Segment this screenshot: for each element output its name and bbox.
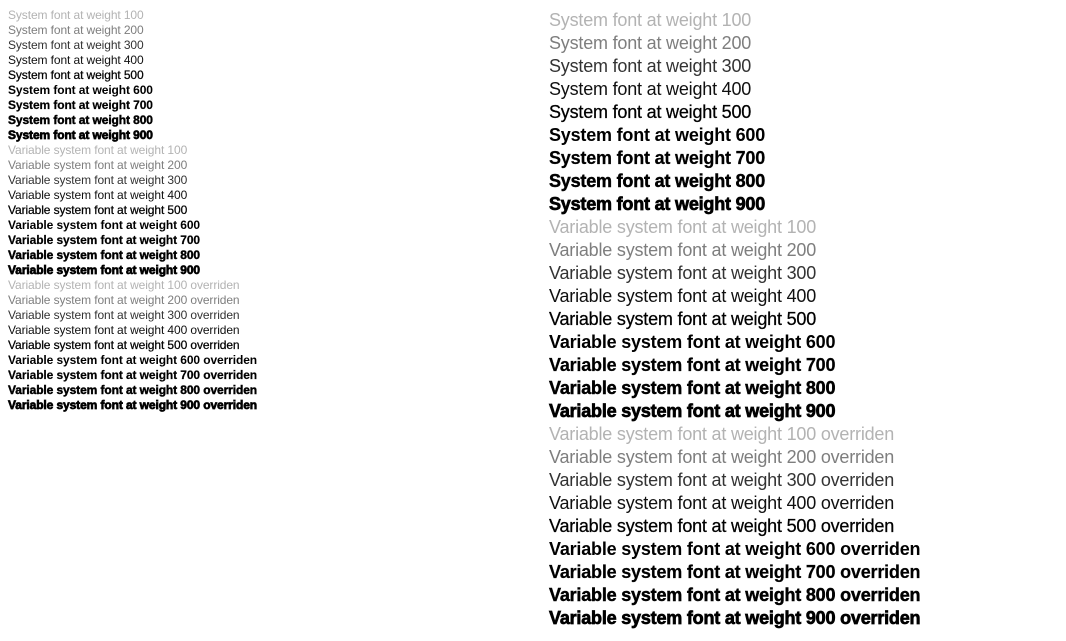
specimen-line: Variable system font at weight 700 overriden [8,368,258,382]
specimen-line: Variable system font at weight 500 overriden [8,338,240,352]
specimen-line: Variable system font at weight 900 overriden [549,608,921,628]
specimen-line: Variable system font at weight 100 [8,143,188,157]
specimen-line: Variable system font at weight 400 overriden [8,323,240,337]
specimen-line: System font at weight 600 [8,83,153,97]
specimen-line: Variable system font at weight 500 [8,203,188,217]
specimen-line: Variable system font at weight 200 overriden [8,293,240,307]
font-specimen-column-large [549,9,920,630]
specimen-line: Variable system font at weight 800 [549,378,836,398]
specimen-line: Variable system font at weight 200 [549,240,817,260]
specimen-line: Variable system font at weight 400 overriden [549,493,895,513]
specimen-line: Variable system font at weight 800 overriden [8,383,258,397]
specimen-line: System font at weight 300 [549,56,752,76]
specimen-line: Variable system font at weight 400 [549,286,817,306]
specimen-line: System font at weight 900 [8,128,153,142]
specimen-line: Variable system font at weight 600 overriden [8,353,258,367]
specimen-line: Variable system font at weight 400 [8,188,188,202]
specimen-line: System font at weight 900 [549,194,766,214]
specimen-line: Variable system font at weight 700 [549,355,836,375]
specimen-line: Variable system font at weight 100 overriden [8,278,240,292]
specimen-line: Variable system font at weight 300 overriden [8,308,240,322]
specimen-line: Variable system font at weight 100 overriden [549,424,895,444]
specimen-line: System font at weight 400 [549,79,752,99]
specimen-line: Variable system font at weight 200 [8,158,188,172]
specimen-line: System font at weight 400 [8,53,144,67]
specimen-line: System font at weight 800 [549,171,766,191]
specimen-line: System font at weight 300 [8,38,144,52]
specimen-line: Variable system font at weight 500 overriden [549,516,895,536]
specimen-line: Variable system font at weight 300 overriden [549,470,895,490]
font-specimen-column-small [8,8,257,413]
specimen-line: Variable system font at weight 700 [8,233,201,247]
specimen-line: Variable system font at weight 600 [549,332,836,352]
specimen-line: Variable system font at weight 900 [549,401,836,421]
specimen-line: Variable system font at weight 100 [549,217,817,237]
specimen-line: System font at weight 700 [549,148,766,168]
specimen-line: System font at weight 200 [8,23,144,37]
specimen-line: System font at weight 500 [8,68,144,82]
specimen-line: Variable system font at weight 700 overriden [549,562,921,582]
specimen-line: System font at weight 100 [8,8,144,22]
specimen-line: Variable system font at weight 300 [8,173,188,187]
specimen-line: Variable system font at weight 600 [8,218,201,232]
specimen-line: Variable system font at weight 800 [8,248,201,262]
specimen-line: Variable system font at weight 900 overriden [8,398,258,412]
specimen-line: Variable system font at weight 600 overriden [549,539,921,559]
specimen-line: System font at weight 700 [8,98,153,112]
specimen-line: System font at weight 100 [549,10,752,30]
specimen-line: System font at weight 600 [549,125,766,145]
specimen-line: System font at weight 800 [8,113,153,127]
specimen-line: Variable system font at weight 500 [549,309,817,329]
specimen-line: Variable system font at weight 800 overriden [549,585,921,605]
specimen-line: Variable system font at weight 300 [549,263,817,283]
specimen-line: Variable system font at weight 200 overriden [549,447,895,467]
specimen-line: System font at weight 200 [549,33,752,53]
specimen-line: Variable system font at weight 900 [8,263,201,277]
specimen-line: System font at weight 500 [549,102,752,122]
